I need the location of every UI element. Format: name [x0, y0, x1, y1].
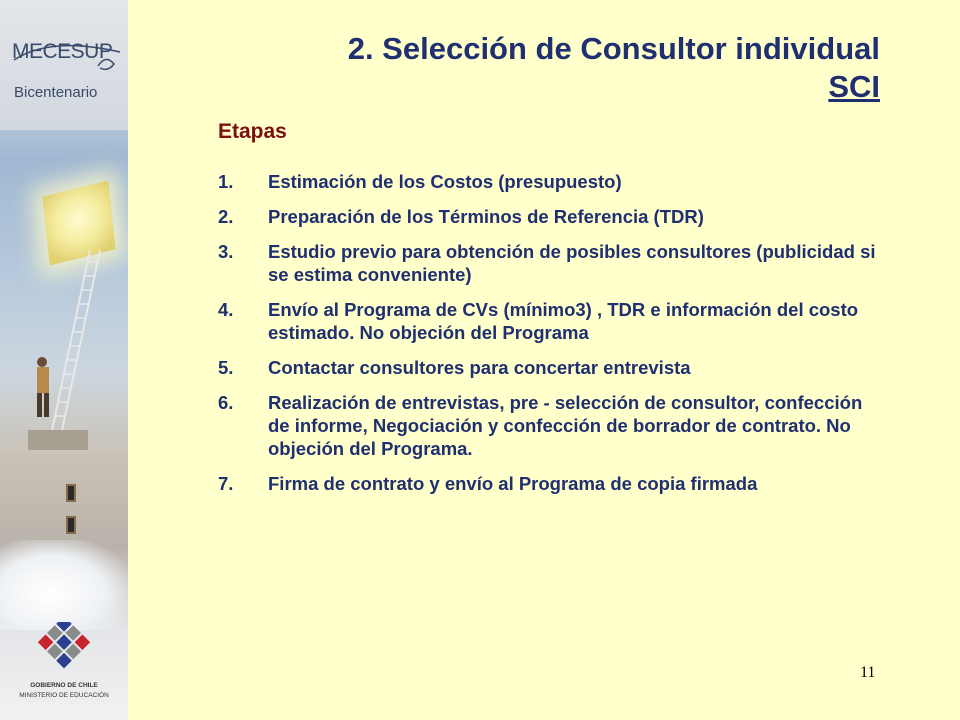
building-window	[66, 484, 76, 502]
list-item	[218, 391, 878, 460]
list-item-text: Contactar consultores para concertar entrevista	[268, 357, 691, 378]
list-item-number: 7.	[218, 473, 234, 494]
climber-figure	[37, 357, 49, 417]
list-item-text: Preparación de los Términos de Referencia (TDR)	[268, 206, 704, 227]
list-item-number: 6.	[218, 392, 234, 413]
list-item	[218, 298, 878, 344]
list-item-number: 4.	[218, 299, 234, 320]
sidebar-decoration	[0, 0, 128, 720]
list-item-number: 3.	[218, 241, 234, 262]
ministerio-label: MINISTERIO DE EDUCACIÓN	[19, 692, 109, 699]
logo-text: MECESUP	[12, 40, 113, 63]
page-number: 11	[860, 664, 876, 681]
list-item-text: Estimación de los Costos (presupuesto)	[268, 171, 622, 192]
title-line-1: 2. Selección de Consultor individual	[347, 31, 880, 66]
list-item-text: Realización de entrevistas, pre - selección de consultor, confección de informe, Negociación y confección de borrador de contrato. No objeción del Programa.	[268, 392, 863, 459]
ladder-illustration	[28, 250, 118, 450]
section-heading: Etapas	[218, 120, 287, 143]
list-item-text: Firma de contrato y envío al Programa de copia firmada	[268, 473, 758, 494]
gobierno-label: GOBIERNO DE CHILE	[30, 682, 98, 689]
gobierno-de-chile-crest-icon	[18, 622, 110, 678]
building-window	[66, 516, 76, 534]
mecesup-logo	[0, 0, 128, 130]
list-item	[218, 170, 878, 193]
cloud-decoration	[0, 540, 128, 630]
list-item-number: 5.	[218, 357, 234, 378]
list-item	[218, 356, 878, 379]
list-item-text: Envío al Programa de CVs (mínimo3) , TDR e información del costo estimado. No objeción del Programa	[268, 299, 859, 343]
list-item-number: 1.	[218, 171, 234, 192]
list-item-number: 2.	[218, 206, 234, 227]
list-item	[218, 472, 878, 495]
title-line-2: SCI	[828, 69, 880, 104]
list-item	[218, 205, 878, 228]
list-item	[218, 240, 878, 286]
list-item-text: Estudio previo para obtención de posibles consultores (publicidad si se estima conveniente)	[268, 241, 876, 285]
steps-list	[218, 170, 878, 507]
slide-title	[348, 30, 880, 106]
logo-subtext: Bicentenario	[14, 84, 98, 101]
